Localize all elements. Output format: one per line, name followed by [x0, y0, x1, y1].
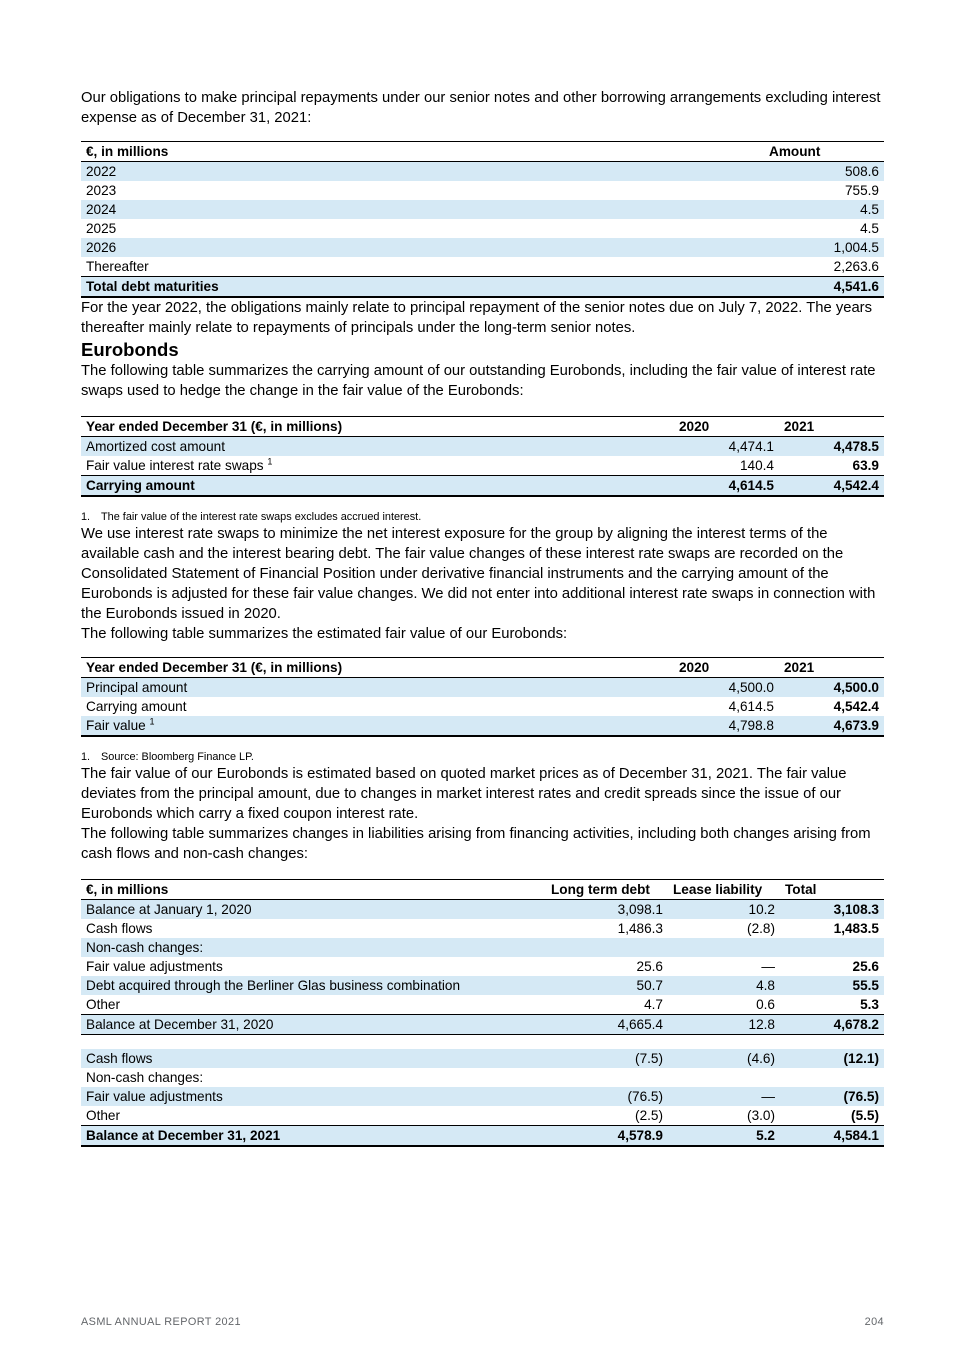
swaps-paragraph: We use interest rate swaps to minimize the net interest exposure for the group by aligning the interest terms of the available cash and the interest bearing debt. The fair value changes of these interest rate swaps are recorded on the Consolidated Statement of Financial Position under derivative financial instruments and the carrying amount of the Eurobonds is adjusted for these fair value changes. We did not enter into additional interest rate swaps in connection with the Eurobonds issued in 2020.	[81, 526, 876, 622]
cell-label: Other	[86, 1108, 120, 1123]
eurobonds-heading: Eurobonds	[81, 339, 179, 360]
table-row	[81, 200, 884, 219]
cell-2020: 4,798.8	[728, 718, 774, 733]
cell-lease-liability: (3.0)	[747, 1108, 775, 1123]
cell-long-term-debt: 4,578.9	[617, 1128, 663, 1143]
table-header-row	[81, 658, 884, 678]
cell-long-term-debt: 50.7	[636, 978, 663, 993]
column-header-label: €, in millions	[86, 882, 169, 897]
cell-2021: 63.9	[852, 458, 879, 473]
cell-long-term-debt: (76.5)	[627, 1089, 663, 1104]
cell-lease-liability: (4.6)	[747, 1051, 775, 1066]
table-subtotal-row	[81, 1015, 884, 1035]
column-header-2021: 2021	[784, 419, 815, 434]
footnote	[81, 751, 884, 764]
cell-label: Balance at December 31, 2021	[86, 1128, 281, 1143]
cell-lease-liability: 12.8	[748, 1017, 775, 1032]
table-row	[81, 456, 884, 476]
cell-label: 2026	[86, 240, 117, 255]
cell-label: 2024	[86, 202, 117, 217]
cell-total: 3,108.3	[833, 902, 879, 917]
cell-amount: 2,263.6	[833, 259, 879, 274]
cell-long-term-debt: 4,665.4	[617, 1017, 663, 1032]
cell-label: Other	[86, 997, 120, 1012]
cell-label: Total debt maturities	[86, 279, 219, 294]
cell-amount: 755.9	[844, 183, 879, 198]
fair-value-intro-paragraph: The following table summarizes the estimated fair value of our Eurobonds:	[81, 626, 568, 642]
cell-lease-liability: 5.2	[756, 1128, 775, 1143]
cell-label: Principal amount	[86, 680, 188, 695]
footnote-text: Source: Bloomberg Finance LP.	[101, 751, 254, 763]
cell-lease-liability: —	[761, 1089, 775, 1104]
cell-lease-liability: (2.8)	[747, 921, 775, 936]
cell-total: 1,483.5	[833, 921, 879, 936]
column-header-2020: 2020	[679, 660, 710, 675]
debt-maturities-table	[81, 141, 884, 298]
table-row	[81, 919, 884, 938]
column-header-label: Year ended December 31 (€, in millions)	[86, 419, 343, 434]
cell-lease-liability	[668, 1068, 780, 1087]
table-header-row	[81, 417, 884, 437]
cell-total: 5.3	[860, 997, 879, 1012]
cell-2020: 4,614.5	[728, 699, 774, 714]
cell-2021: 4,542.4	[833, 699, 879, 714]
cell-long-term-debt: 25.6	[636, 959, 663, 974]
page-footer	[81, 1316, 884, 1328]
spacer-cell	[81, 1035, 884, 1050]
intro-paragraph: Our obligations to make principal repayments under our senior notes and other borrowing arrangements excluding interest expense as of December 31, 2021:	[81, 90, 881, 126]
footnote-text: The fair value of the interest rate swaps excludes accrued interest.	[101, 511, 422, 523]
table-row	[81, 1087, 884, 1106]
cell-total	[780, 1068, 884, 1087]
column-header-lease-liability: Lease liability	[673, 882, 763, 897]
spacer-row	[81, 1035, 884, 1050]
footer-report-title: ASML ANNUAL REPORT 2021	[81, 1316, 241, 1328]
cell-2021: 4,478.5	[833, 439, 879, 454]
cell-label: Cash flows	[86, 1051, 153, 1066]
column-header-label: €, in millions	[86, 144, 169, 159]
table-row	[81, 1068, 884, 1087]
cell-total: (12.1)	[843, 1051, 879, 1066]
debt-explanation-paragraph: For the year 2022, the obligations mainly relate to principal repayment of the senior notes due on July 7, 2022. The years thereafter mainly relate to repayments of principals under the long-term senior notes.	[81, 300, 873, 336]
column-header-long-term-debt: Long term debt	[551, 882, 650, 897]
cell-2021: 4,542.4	[833, 478, 879, 493]
cell-amount: 1,004.5	[833, 240, 879, 255]
cell-label: Non-cash changes:	[86, 940, 204, 955]
cell-amount: 508.6	[844, 164, 879, 179]
cell-long-term-debt	[546, 1068, 668, 1087]
eurobonds-carrying-amount-table	[81, 416, 884, 497]
cell-label-text: Fair value interest rate swaps	[86, 458, 264, 473]
cell-label: Balance at December 31, 2020	[86, 1017, 274, 1032]
cell-label: Thereafter	[86, 259, 149, 274]
cell-total: 4,678.2	[833, 1017, 879, 1032]
table-row	[81, 1049, 884, 1068]
cell-lease-liability	[668, 938, 780, 957]
table-row	[81, 995, 884, 1015]
cell-label: Carrying amount	[86, 699, 187, 714]
cell-long-term-debt: (7.5)	[635, 1051, 663, 1066]
cell-label: Carrying amount	[86, 478, 195, 493]
cell-2021: 4,673.9	[833, 718, 879, 733]
eurobonds-fair-value-table	[81, 657, 884, 737]
cell-total	[780, 938, 884, 957]
table-row	[81, 181, 884, 200]
cell-long-term-debt	[546, 938, 668, 957]
cell-2020: 140.4	[739, 458, 774, 473]
cell-long-term-debt: 3,098.1	[617, 902, 663, 917]
cell-label: 2025	[86, 221, 117, 236]
table-row	[81, 437, 884, 457]
table-total-row	[81, 1126, 884, 1147]
footnote-reference: 1	[149, 716, 155, 727]
table-row	[81, 257, 884, 277]
table-row	[81, 219, 884, 238]
cell-label: Fair value adjustments	[86, 959, 223, 974]
cell-lease-liability: 4.8	[756, 978, 775, 993]
cell-amount: 4.5	[860, 202, 879, 217]
cell-2021: 4,500.0	[833, 680, 879, 695]
cell-label-text: Fair value	[86, 718, 146, 733]
cell-total: (76.5)	[843, 1089, 879, 1104]
eurobonds-intro-paragraph: The following table summarizes the carrying amount of our outstanding Eurobonds, including the fair value of interest rate swaps used to hedge the change in the fair value of the Eurobonds:	[81, 363, 876, 399]
cell-label: Amortized cost amount	[86, 439, 226, 454]
table-row	[81, 957, 884, 976]
cell-total: 55.5	[852, 978, 879, 993]
column-header-total: Total	[785, 882, 817, 897]
cell-long-term-debt: 1,486.3	[617, 921, 663, 936]
cell-label: Fair value adjustments	[86, 1089, 223, 1104]
fair-value-note-paragraph: The fair value of our Eurobonds is estimated based on quoted market prices as of December 31, 2021. The fair value deviates from the principal amount, due to changes in market interest rates and credit spreads since the issue of our Eurobonds which carry a fixed coupon interest rate.	[81, 766, 847, 822]
cell-label: Non-cash changes:	[86, 1070, 204, 1085]
cell-label	[81, 716, 674, 736]
cell-lease-liability: —	[761, 959, 775, 974]
column-header-label: Year ended December 31 (€, in millions)	[86, 660, 343, 675]
table-total-row	[81, 277, 884, 298]
footnote-number: 1.	[81, 751, 91, 763]
cell-label: Cash flows	[86, 921, 153, 936]
table-header-row	[81, 142, 884, 162]
table-row	[81, 162, 884, 182]
cell-long-term-debt: (2.5)	[635, 1108, 663, 1123]
table-row	[81, 938, 884, 957]
table-row	[81, 716, 884, 736]
table-row	[81, 1106, 884, 1126]
cell-total: (5.5)	[851, 1108, 879, 1123]
column-header-2021: 2021	[784, 660, 815, 675]
cell-label: Debt acquired through the Berliner Glas business combination	[86, 978, 461, 993]
cell-label: 2022	[86, 164, 117, 179]
table-row	[81, 976, 884, 995]
cell-label: 2023	[86, 183, 117, 198]
footnote-number: 1.	[81, 511, 91, 523]
cell-total: 4,584.1	[833, 1128, 879, 1143]
table-header-row	[81, 880, 884, 900]
cell-2020: 4,614.5	[728, 478, 774, 493]
cell-total: 25.6	[852, 959, 879, 974]
column-header-2020: 2020	[679, 419, 710, 434]
cell-label: Balance at January 1, 2020	[86, 902, 252, 917]
cell-long-term-debt: 4.7	[644, 997, 663, 1012]
table-row	[81, 238, 884, 257]
column-header-amount: Amount	[769, 144, 821, 159]
footnote-reference: 1	[267, 456, 273, 467]
liabilities-changes-table	[81, 879, 884, 1147]
table-row	[81, 900, 884, 920]
liabilities-intro-paragraph: The following table summarizes changes in liabilities arising from financing activities, including both changes arising from cash flows and non-cash changes:	[81, 826, 871, 862]
cell-amount: 4.5	[860, 221, 879, 236]
cell-label	[81, 456, 674, 476]
cell-amount: 4,541.6	[833, 279, 879, 294]
cell-2020: 4,500.0	[728, 680, 774, 695]
footer-page-number: 204	[864, 1316, 884, 1328]
table-row	[81, 697, 884, 716]
cell-lease-liability: 0.6	[756, 997, 775, 1012]
cell-2020: 4,474.1	[728, 439, 774, 454]
footnote	[81, 511, 884, 524]
cell-lease-liability: 10.2	[748, 902, 775, 917]
table-total-row	[81, 476, 884, 497]
table-row	[81, 678, 884, 698]
